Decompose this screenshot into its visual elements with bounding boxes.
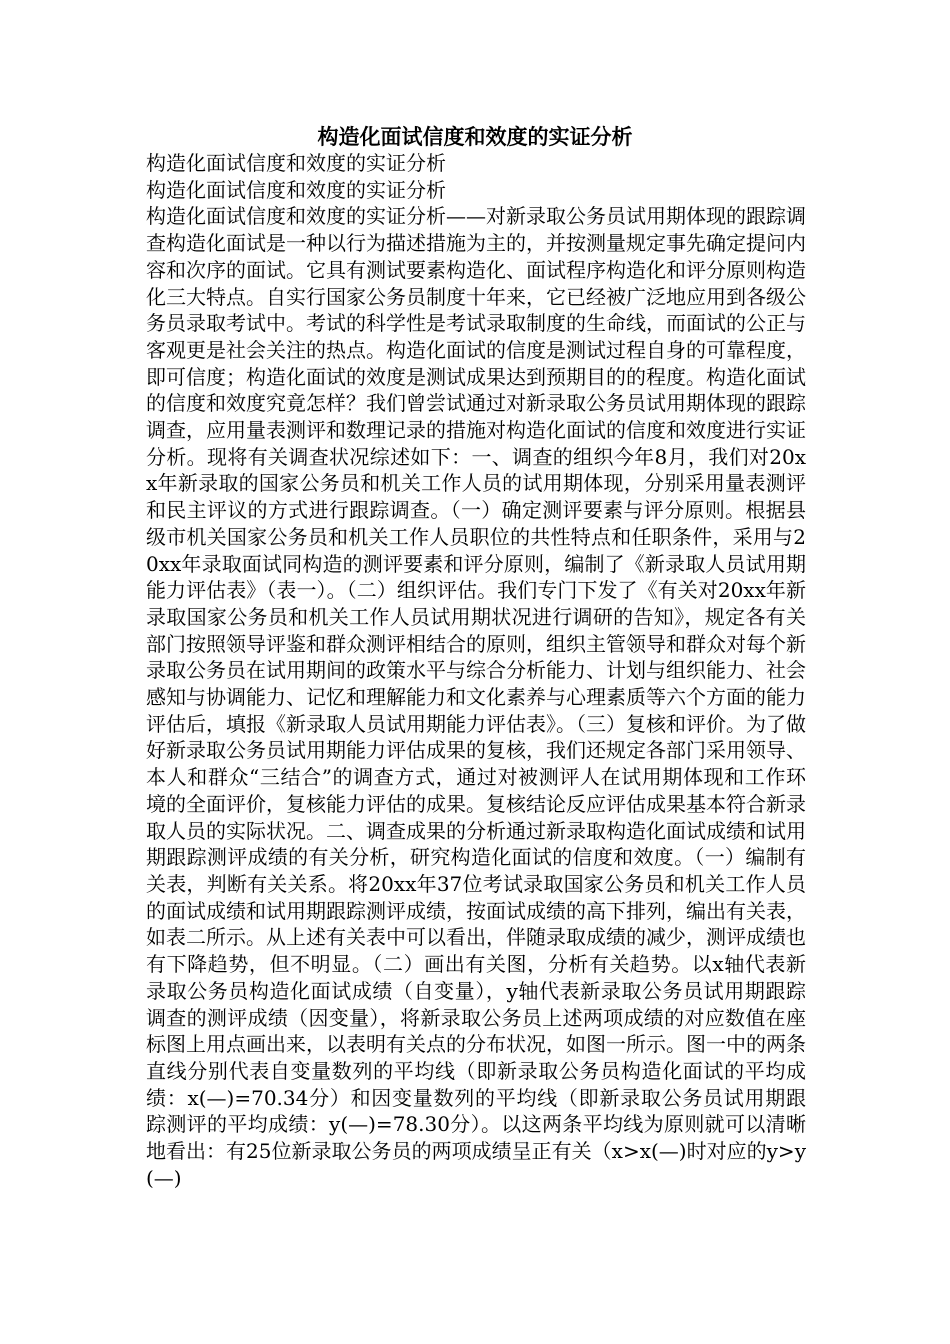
document-body xyxy=(146,150,806,1191)
document-title: 构造化面试信度和效度的实证分析 xyxy=(317,124,633,149)
body-paragraph: 构造化面试信度和效度的实证分析——对新录取公务员试用期体现的跟踪调查构造化面试是一种以行为描述措施为主的，并按测量规定事先确定提问内容和次序的面试。它具有测试要素构造化、面试程序构造化和评分原则构造化三大特点。自实行国家公务员制度十年来，它已经被广泛地应用到各级公务员录取考试中。考试的科学性是考试录取制度的生命线，而面试的公正与客观更是社会关注的热点。构造化面试的信度是测试过程自身的可靠程度，即可信度；构造化面试的效度是测试成果达到预期目的的程度。构造化面试的信度和效度究竟怎样？我们曾尝试通过对新录取公务员试用期体现的跟踪调查，应用量表测评和数理记录的措施对构造化面试的信度和效度进行实证分析。现将有关调查状况综述如下：一、调查的组织今年8月，我们对20xx年新录取的国家公务员和机关工作人员的试用期体现，分别采用量表测评和民主评议的方式进行跟踪调查。（一）确定测评要素与评分原则。根据县级市机关国家公务员和机关工作人员职位的共性特点和任职条件，采用与20xx年录取面试同构造的测评要素和评分原则，编制了《新录取人员试用期能力评估表》（表一）。（二）组织评估。我们专门下发了《有关对20xx年新录取国家公务员和机关工作人员试用期状况进行调研的告知》，规定各有关部门按照领导评鉴和群众测评相结合的原则，组织主管领导和群众对每个新录取公务员在试用期间的政策水平与综合分析能力、计划与组织能力、社会感知与协调能力、记忆和理解能力和文化素养与心理素质等六个方面的能力评估后，填报《新录取人员试用期能力评估表》。（三）复核和评价。为了做好新录取公务员试用期能力评估成果的复核，我们还规定各部门采用领导、本人和群众“三结合”的调查方式，通过对被测评人在试用期体现和工作环境的全面评价，复核能力评估的成果。复核结论反应评估成果基本符合新录取人员的实际状况。二、调查成果的分析通过新录取构造化面试成绩和试用期跟踪测评成绩的有关分析，研究构造化面试的信度和效度。（一）编制有关表，判断有关关系。将20xx年37位考试录取国家公务员和机关工作人员的面试成绩和试用期跟踪测评成绩，按面试成绩的高下排列，编出有关表，如表二所示。从上述有关表中可以看出，伴随录取成绩的减少，测评成绩也有下降趋势，但不明显。（二）画出有关图，分析有关趋势。以x轴代表新录取公务员构造化面试成绩（自变量），y轴代表新录取公务员试用期跟踪调查的测评成绩（因变量），将新录取公务员上述两项成绩的对应数值在座标图上用点画出来，以表明有关点的分布状况，如图一所示。图一中的两条直线分别代表自变量数列的平均线（即新录取公务员构造化面试的平均成绩：x(—)=70.34分）和因变量数列的平均线（即新录取公务员试用期跟踪测评的平均成绩：y(—)=78.30分）。以这两条平均线为原则就可以清晰地看出：有25位新录取公务员的两项成绩呈正有关（x>x(—)时对应的y>y(—) xyxy=(146,204,806,1190)
subtitle-line-1: 构造化面试信度和效度的实证分析 xyxy=(146,151,446,175)
subtitle-line-2: 构造化面试信度和效度的实证分析 xyxy=(146,177,446,202)
